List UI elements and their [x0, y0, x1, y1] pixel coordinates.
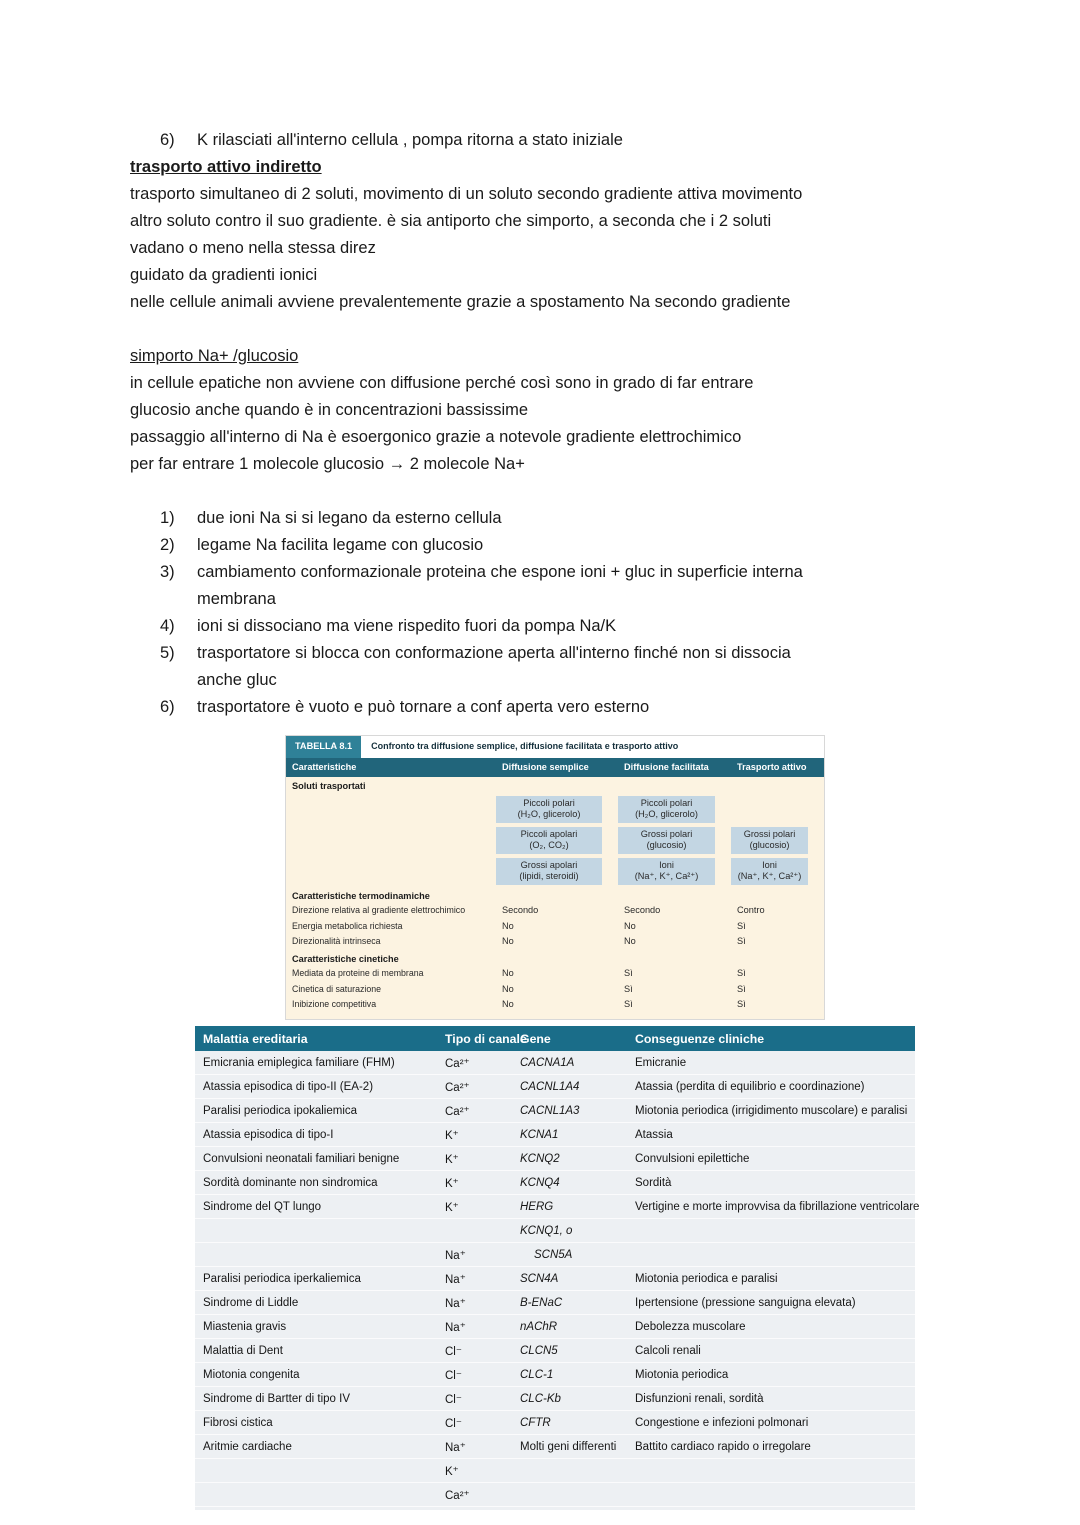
table-cell [731, 856, 824, 887]
table-row [286, 966, 824, 982]
thermo-rows [286, 903, 824, 950]
cell-tipo-canale: Na⁺ [445, 1273, 466, 1286]
list-item [130, 667, 930, 694]
cell-tipo-canale: Na⁺ [445, 1441, 466, 1454]
cell-tipo-canale: Na⁺ [445, 1321, 466, 1334]
cell-conseguenze: Vertigine e morte improvvisa da fibrillazione ventricolare [635, 1200, 920, 1213]
cell-conseguenze: Disfunzioni renali, sordità [635, 1392, 764, 1405]
list-text: trasportatore è vuoto e può tornare a conf aperta vero esterno [197, 698, 650, 716]
column-header-tipo-canale: Tipo di canale [445, 1031, 527, 1046]
list-number: 1) [160, 509, 175, 527]
cell-gene: CLCN5 [520, 1344, 558, 1357]
blank-line [130, 478, 930, 505]
cell-malattia: Sordità dominante non sindromica [203, 1176, 378, 1189]
paragraph-simporto [130, 370, 930, 478]
solute-name: Grossi polari [743, 828, 796, 839]
table-row [286, 982, 824, 998]
kinetic-rows [286, 966, 824, 1013]
cell-tipo-canale: Ca²⁺ [445, 1489, 470, 1502]
list-item [130, 613, 930, 640]
column-header-trasporto-attivo: Trasporto attivo [737, 761, 807, 772]
row-label: Inibizione competitiva [292, 999, 377, 1009]
list-text: cambiamento conformazionale proteina che espone ioni + gluc in superficie interna [197, 563, 803, 581]
cell-malattia: Paralisi periodica iperkaliemica [203, 1272, 361, 1285]
list-item-pump-step [130, 127, 930, 154]
value-diffusione-facilitata: Sì [624, 999, 633, 1009]
cell-conseguenze: Miotonia periodica [635, 1368, 729, 1381]
table-confronto-diffusione [285, 735, 825, 1020]
solute-examples: (H₂O, glicerolo) [517, 809, 581, 819]
solute-examples: (Na⁺, K⁺, Ca²⁺) [737, 871, 802, 881]
cell-tipo-canale: K⁺ [445, 1129, 459, 1142]
solute-examples: (lipidi, steroidi) [519, 871, 579, 881]
table-label: TABELLA 8.1 [286, 736, 361, 758]
table-cell [496, 856, 618, 887]
row-label: Direzione relativa al gradiente elettrochimico [292, 905, 466, 915]
table-row [286, 794, 824, 825]
cell-malattia: Atassia episodica di tipo-II (EA-2) [203, 1080, 374, 1093]
column-header-caratteristiche: Caratteristiche [292, 761, 357, 772]
value-diffusione-facilitata: No [624, 920, 636, 931]
text-line: trasporto simultaneo di 2 soluti, movimento di un soluto secondo gradiente attiva movimento [130, 185, 803, 203]
table-row [195, 1483, 915, 1507]
table-cell [496, 825, 618, 856]
cell-gene: B-ENaC [520, 1296, 563, 1309]
cell-tipo-canale: Cl⁻ [445, 1369, 462, 1382]
cell-conseguenze: Emicranie [635, 1056, 687, 1069]
table-row [195, 1291, 915, 1315]
cell-malattia: Sindrome di Bartter di tipo IV [203, 1392, 351, 1405]
cell-malattia: Sindrome del QT lungo [203, 1200, 322, 1213]
solute-name: Piccoli polari [523, 797, 575, 808]
cell-gene: CLC-Kb [520, 1392, 561, 1405]
solute-cell [618, 827, 715, 854]
cell-tipo-canale: Cl⁻ [445, 1345, 462, 1358]
section-title-trasporto-attivo-indiretto: trasporto attivo indiretto [130, 158, 322, 176]
cell-conseguenze: Battito cardiaco rapido o irregolare [635, 1440, 811, 1453]
table-row [195, 1339, 915, 1363]
cell-conseguenze: Convulsioni epilettiche [635, 1152, 750, 1165]
cell-conseguenze: Miotonia periodica e paralisi [635, 1272, 778, 1285]
table-row [286, 825, 824, 856]
value-trasporto-attivo: Sì [737, 936, 746, 946]
list-number: 2) [160, 536, 175, 554]
solute-name: Ioni [762, 859, 777, 870]
list-item [130, 532, 930, 559]
solute-cell [618, 796, 715, 823]
solute-examples: (glucosio) [646, 840, 687, 850]
solute-cell [496, 796, 602, 823]
table-cell [496, 794, 618, 825]
solute-examples: (Na⁺, K⁺, Ca²⁺) [634, 871, 699, 881]
cell-tipo-canale: K⁺ [445, 1177, 459, 1190]
cell-gene: KCNA1 [520, 1128, 559, 1141]
value-diffusione-facilitata: Secondo [624, 905, 661, 915]
table-body [195, 1051, 920, 1507]
column-header-diffusione-semplice: Diffusione semplice [502, 761, 589, 772]
table-row [286, 919, 824, 935]
cell-gene: CACNA1A [520, 1056, 575, 1069]
text-line: vadano o meno nella stessa direz [130, 239, 376, 257]
cell-tipo-canale: Cl⁻ [445, 1417, 462, 1430]
solute-cell [618, 858, 715, 885]
table-row [195, 1171, 915, 1195]
cell-conseguenze: Atassia [635, 1128, 673, 1141]
cell-tipo-canale: Ca²⁺ [445, 1057, 470, 1070]
row-spacer [286, 794, 496, 825]
cell-tipo-canale: Ca²⁺ [445, 1105, 470, 1118]
row-label: Direzionalità intrinseca [292, 936, 381, 946]
table-row [195, 1147, 915, 1171]
table-row [286, 856, 824, 887]
table-row [195, 1411, 915, 1435]
solute-name: Grossi apolari [520, 859, 578, 870]
text-line: nelle cellule animali avviene prevalentemente grazie a spostamento Na secondo gradiente [130, 293, 791, 311]
list-number: 6) [160, 131, 175, 149]
list-item [130, 694, 930, 721]
value-trasporto-attivo: Sì [737, 983, 746, 994]
list-text: legame Na facilita legame con glucosio [197, 536, 484, 554]
column-header-conseguenze: Conseguenze cliniche [635, 1031, 765, 1046]
solute-examples: (glucosio) [749, 840, 790, 850]
table-row [195, 1243, 915, 1267]
cell-conseguenze: Debolezza muscolare [635, 1320, 746, 1333]
table-column-headers [195, 1026, 915, 1051]
cell-tipo-canale: K⁺ [445, 1153, 459, 1166]
list-text: ioni si dissociano ma viene rispedito fuori da pompa Na/K [197, 617, 617, 635]
list-text: anche gluc [197, 671, 277, 689]
list-text: due ioni Na si si legano da esterno cellula [197, 509, 502, 527]
table-row [195, 1099, 915, 1123]
value-diffusione-semplice: No [502, 968, 514, 978]
row-label: Energia metabolica richiesta [292, 920, 403, 931]
table-row [286, 997, 824, 1013]
value-trasporto-attivo: Sì [737, 999, 746, 1009]
solute-cell [731, 858, 808, 885]
value-diffusione-facilitata: Sì [624, 983, 633, 994]
cell-gene: KCNQ1, o [520, 1224, 573, 1237]
list-text: K rilasciati all'interno cellula , pompa ritorna a stato iniziale [197, 131, 623, 149]
section-header-termodinamiche: Caratteristiche termodinamiche [292, 890, 430, 901]
table-row [195, 1075, 915, 1099]
cell-conseguenze: Ipertensione (pressione sanguigna elevata) [635, 1296, 856, 1309]
table-caption: Confronto tra diffusione semplice, diffusione facilitata e trasporto attivo [371, 741, 679, 752]
cell-gene: Molti geni differenti [520, 1440, 617, 1453]
cell-gene: nAChR [520, 1320, 558, 1333]
solute-examples: (H₂O, glicerolo) [635, 809, 698, 819]
list-item [130, 559, 930, 586]
cell-malattia: Fibrosi cistica [203, 1416, 273, 1429]
cell-tipo-canale: K⁺ [445, 1465, 459, 1478]
table-row [195, 1123, 915, 1147]
table-row [286, 903, 824, 919]
value-diffusione-facilitata: Sì [624, 968, 633, 978]
cell-gene: HERG [520, 1200, 554, 1213]
text-line: per far entrare 1 molecole glucosio → 2 molecole Na+ [130, 455, 525, 473]
table-row [195, 1459, 915, 1483]
value-trasporto-attivo: Contro [737, 905, 765, 915]
list-text: trasportatore si blocca con conformazione aperta all'interno finché non si dissocia [197, 644, 791, 662]
solute-examples: (O₂, CO₂) [529, 840, 569, 850]
cell-malattia: Sindrome di Liddle [203, 1296, 299, 1309]
cell-tipo-canale: Na⁺ [445, 1297, 466, 1310]
column-header-diffusione-facilitata: Diffusione facilitata [624, 761, 709, 772]
solute-name: Ioni [659, 859, 674, 870]
list-number [160, 586, 197, 613]
list-item [130, 586, 930, 613]
table-malattie-ereditarie [195, 1026, 920, 1510]
cell-malattia: Atassia episodica di tipo-I [203, 1128, 334, 1141]
cell-gene: CLC-1 [520, 1368, 554, 1381]
table-cell [731, 825, 824, 856]
value-diffusione-semplice: No [502, 936, 514, 946]
solute-name: Piccoli polari [640, 797, 693, 808]
list-number [160, 667, 197, 694]
cell-gene: SCN4A [520, 1272, 559, 1285]
list-number: 4) [160, 617, 175, 635]
cell-gene: CACNL1A4 [520, 1080, 580, 1093]
text-line: in cellule epatiche non avviene con diffusione perché così sono in grado di far entrare [130, 374, 754, 392]
row-spacer [286, 825, 496, 856]
section-title-simporto-na-glucosio: simporto Na+ /glucosio [130, 347, 299, 365]
row-label: Cinetica di saturazione [292, 983, 381, 994]
solute-name: Piccoli apolari [520, 828, 578, 839]
table-row [195, 1219, 915, 1243]
value-diffusione-semplice: Secondo [502, 905, 539, 915]
cell-gene: SCN5A [534, 1248, 573, 1261]
section-header-cinetiche: Caratteristiche cinetiche [292, 953, 399, 964]
column-header-malattia: Malattia ereditaria [203, 1031, 308, 1046]
table-row [195, 1195, 920, 1219]
list-number: 3) [160, 563, 175, 581]
solute-cell [731, 827, 808, 854]
list-number: 5) [160, 644, 175, 662]
list-number: 6) [160, 698, 175, 716]
cell-malattia: Paralisi periodica ipokaliemica [203, 1104, 358, 1117]
cell-malattia: Emicrania emiplegica familiare (FHM) [203, 1056, 395, 1069]
value-diffusione-semplice: No [502, 983, 514, 994]
cell-malattia: Malattia di Dent [203, 1344, 283, 1357]
table-body [286, 777, 824, 1019]
solute-cell [496, 858, 602, 885]
cell-malattia: Miotonia congenita [203, 1368, 300, 1381]
cell-tipo-canale: Na⁺ [445, 1249, 466, 1262]
cell-conseguenze: Atassia (perdita di equilibrio e coordinazione) [635, 1080, 865, 1093]
text-line: altro soluto contro il suo gradiente. è sia antiporto che simporto, a seconda che i 2 soluti [130, 212, 772, 230]
text-line: glucosio anche quando è in concentrazioni bassissime [130, 401, 529, 419]
value-diffusione-semplice: No [502, 920, 514, 931]
list-item [130, 640, 930, 667]
list-text: membrana [197, 590, 276, 608]
row-label: Mediata da proteine di membrana [292, 968, 424, 978]
table-cell [731, 794, 824, 825]
solute-cell [731, 796, 808, 800]
cell-conseguenze: Sordità [635, 1176, 672, 1189]
cell-conseguenze: Calcoli renali [635, 1344, 701, 1357]
cell-gene: CFTR [520, 1416, 551, 1429]
table-cell [618, 825, 731, 856]
table-row [195, 1051, 915, 1075]
cell-conseguenze: Congestione e infezioni polmonari [635, 1416, 809, 1429]
table-caption-bar [286, 736, 824, 758]
value-trasporto-attivo: Sì [737, 968, 746, 978]
cell-tipo-canale: Ca²⁺ [445, 1081, 470, 1094]
paragraph-trasporto-indiretto [130, 181, 930, 316]
cell-gene: KCNQ4 [520, 1176, 560, 1189]
table-cell [618, 856, 731, 887]
cell-conseguenze: Miotonia periodica (irrigidimento muscolare) e paralisi [635, 1104, 908, 1117]
cell-tipo-canale: K⁺ [445, 1201, 459, 1214]
cell-tipo-canale: Cl⁻ [445, 1393, 462, 1406]
section-header-soluti-trasportati: Soluti trasportati [292, 781, 366, 791]
notes-text-column [130, 127, 930, 721]
value-trasporto-attivo: Sì [737, 920, 746, 931]
value-diffusione-facilitata: No [624, 936, 636, 946]
row-spacer [286, 856, 496, 887]
text-line: guidato da gradienti ionici [130, 266, 318, 284]
table-row [195, 1387, 915, 1411]
list-item [130, 505, 930, 532]
table-column-headers [286, 758, 824, 778]
solute-name: Grossi polari [640, 828, 693, 839]
cell-gene: KCNQ2 [520, 1152, 560, 1165]
table-row [195, 1435, 915, 1459]
table-row [195, 1315, 915, 1339]
value-diffusione-semplice: No [502, 999, 514, 1009]
cell-gene: CACNL1A3 [520, 1104, 580, 1117]
cell-malattia: Convulsioni neonatali familiari benigne [203, 1152, 400, 1165]
numbered-steps-list [130, 505, 930, 721]
solute-cell [496, 827, 602, 854]
text-line: passaggio all'interno di Na è esoergonico grazie a notevole gradiente elettrochimico [130, 428, 742, 446]
blank-line [130, 316, 930, 343]
table-row [195, 1363, 915, 1387]
table-row [286, 934, 824, 950]
cell-malattia: Aritmie cardiache [203, 1440, 292, 1453]
table-row [195, 1267, 915, 1291]
cell-malattia: Miastenia gravis [203, 1320, 287, 1333]
table-cell [618, 794, 731, 825]
solute-rows [286, 794, 824, 887]
column-header-gene: Gene [520, 1031, 551, 1046]
